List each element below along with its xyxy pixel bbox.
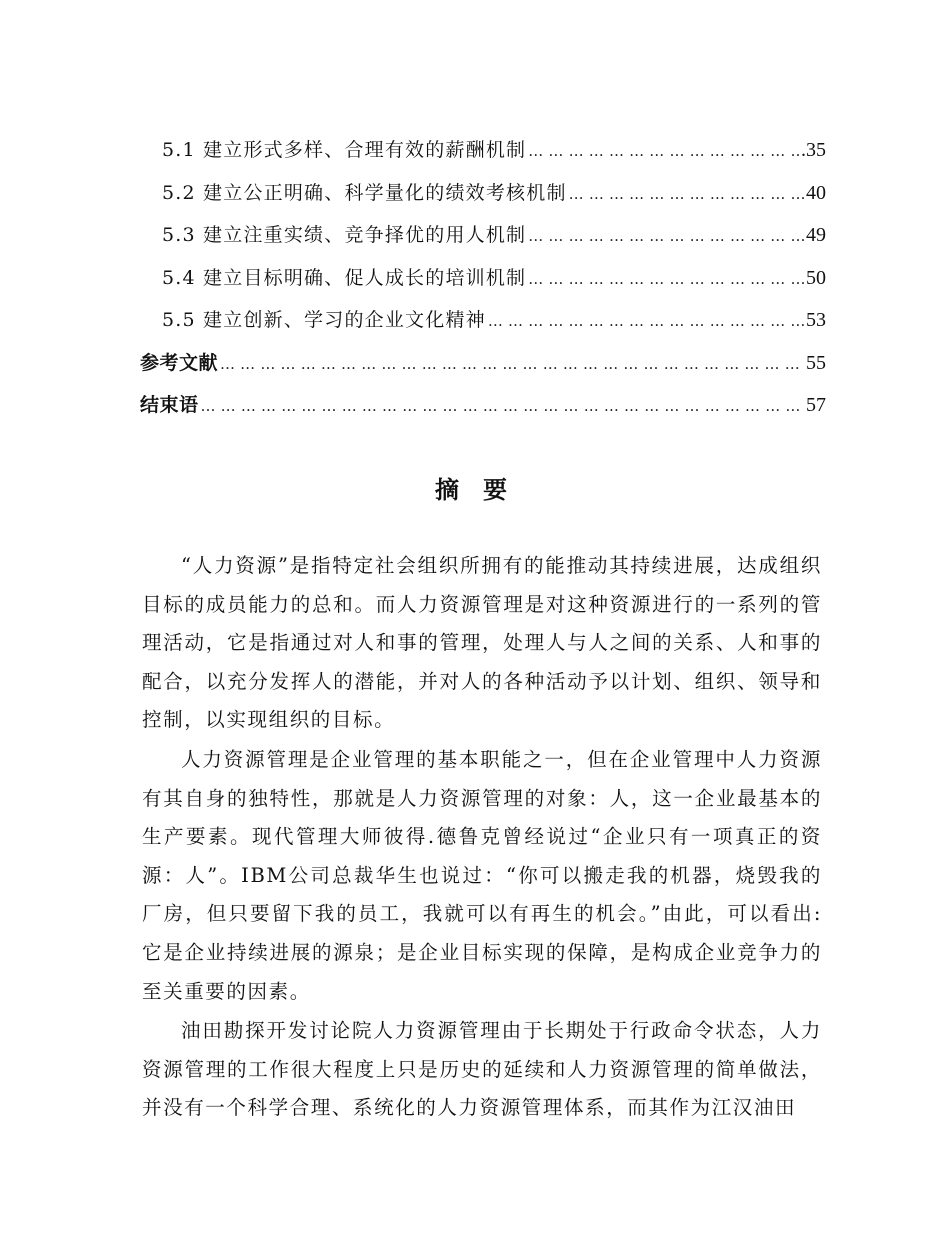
toc-entry-label: 5.5 建立创新、学习的企业文化精神 xyxy=(162,309,486,331)
abstract-paragraph-3: 油田勘探开发讨论院人力资源管理由于长期处于行政命令状态，人力资源管理的工作很大程度上只是历史的延续和人力资源管理的简单做法，并没有一个科学合理、系统化的人力资源管理体系，而其作为江汉油田 xyxy=(142,1019,822,1120)
toc-page-number: 53 xyxy=(806,309,826,331)
toc-dot-leader xyxy=(528,227,804,245)
toc-dot-leader xyxy=(528,142,799,160)
toc-entry-5-5[interactable] xyxy=(140,305,826,348)
table-of-contents xyxy=(140,135,826,433)
toc-entry-5-3[interactable] xyxy=(140,220,826,263)
toc-page-number: 57 xyxy=(806,394,826,416)
abstract-heading: 摘要 xyxy=(435,475,531,504)
toc-entry-label: 参考文献 xyxy=(140,351,219,374)
toc-entry-label: 5.1 建立形式多样、合理有效的薪酬机制 xyxy=(162,139,527,161)
toc-entry-references[interactable] xyxy=(140,348,826,391)
toc-dot-leader xyxy=(201,397,804,415)
toc-page-number: 49 xyxy=(806,224,826,246)
toc-dot-leader xyxy=(569,185,804,203)
toc-entry-5-2[interactable] xyxy=(140,178,826,221)
toc-entry-5-4[interactable] xyxy=(140,263,826,306)
toc-dot-leader xyxy=(488,312,804,330)
toc-entry-label: 结束语 xyxy=(140,394,199,416)
toc-entry-conclusion[interactable] xyxy=(140,390,826,433)
toc-page-number: 55 xyxy=(806,351,826,374)
toc-entry-5-1[interactable] xyxy=(140,135,826,178)
toc-dot-leader xyxy=(220,355,804,373)
toc-entry-label: 5.3 建立注重实绩、竞争择优的用人机制 xyxy=(162,224,527,246)
toc-entry-label: 5.2 建立公正明确、科学量化的绩效考核机制 xyxy=(162,181,567,204)
abstract-paragraph-2: 人力资源管理是企业管理的基本职能之一，但在企业管理中人力资源有其自身的独特性，那就是人力资源管理的对象：人，这一企业最基本的生产要素。现代管理大师彼得.德鲁克曾经说过“企业只有一项真正的资源：人”。IBM公司总裁华生也说过：“你可以搬走我的机器，烧毁我的厂房，但只要留下我的员工，我就可以有再生的机会。”由此，可以看出:它是企业持续进展的源泉；是企业目标实现的保障，是构成企业竞争力的至关重要的因素。 xyxy=(142,747,822,1003)
toc-page-number: .35 xyxy=(801,139,826,161)
abstract-body xyxy=(142,547,822,1129)
toc-dot-leader xyxy=(528,270,804,288)
abstract-paragraph-1: “人力资源”是指特定社会组织所拥有的能推动其持续进展，达成组织目标的成员能力的总和。而人力资源管理是对这种资源进行的一系列的管理活动，它是指通过对人和事的管理，处理人与人之间的关系、人和事的配合，以充分发挥人的潜能，并对人的各种活动予以计划、组织、领导和控制，以实现组织的目标。 xyxy=(142,554,822,732)
toc-entry-label: 5.4 建立目标明确、促人成长的培训机制 xyxy=(162,266,527,289)
toc-page-number: 40 xyxy=(806,181,826,204)
toc-page-number: 50 xyxy=(806,266,826,289)
